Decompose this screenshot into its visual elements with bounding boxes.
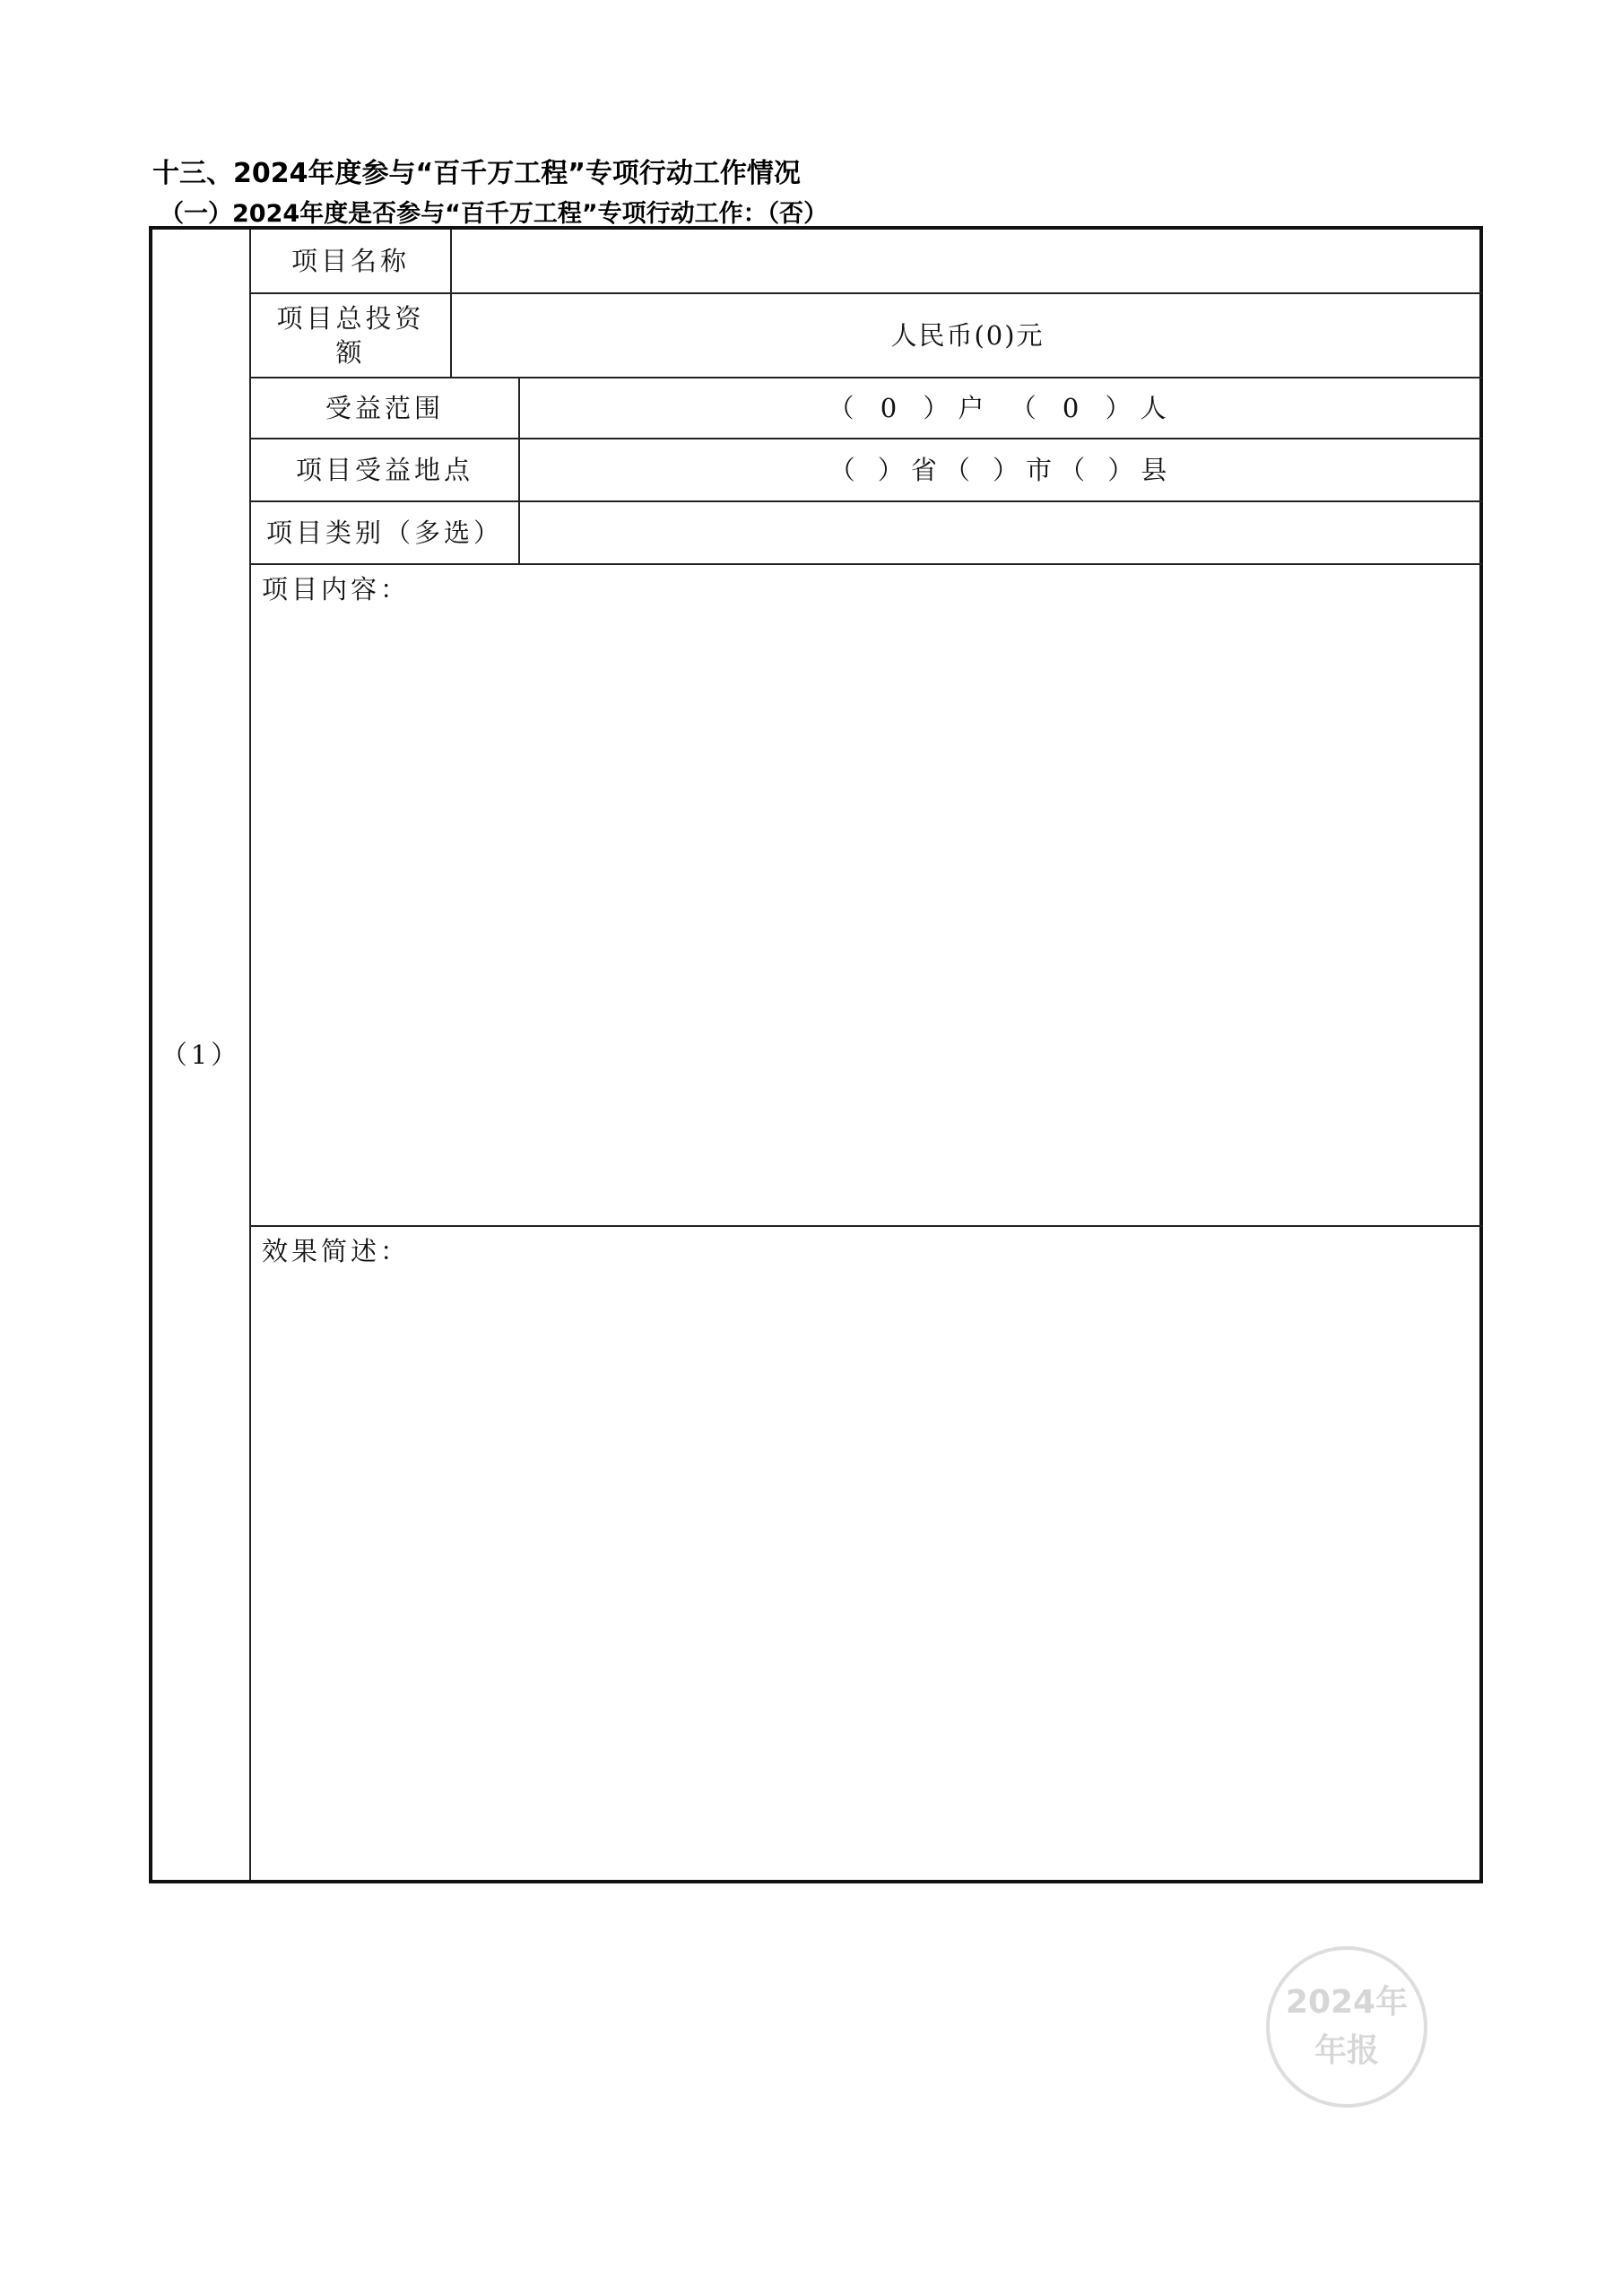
project-name-label: 项目名称: [291, 246, 410, 276]
row-index: （1）: [160, 1039, 241, 1070]
total-investment-value[interactable]: 人民币(0)元: [890, 320, 1045, 351]
effect-summary-label: 效果简述：: [262, 1236, 411, 1266]
project-content-area[interactable]: [262, 572, 1472, 1218]
project-table: [149, 226, 1483, 1883]
stamp-label: 年报: [1314, 2032, 1379, 2069]
total-investment-label-line2: 额: [335, 337, 366, 368]
beneficiary-scope-value[interactable]: （ 0 ）户 （ 0 ）人: [828, 393, 1175, 423]
project-category-value[interactable]: [520, 502, 1483, 563]
beneficiary-location-label: 项目受益地点: [295, 455, 473, 485]
project-content-label: 项目内容：: [262, 574, 411, 604]
effect-summary-area[interactable]: [262, 1234, 1472, 1871]
subsection-title: （一）2024年度是否参与“百千万工程”专项行动工作：（否）: [160, 200, 828, 228]
project-name-value[interactable]: [452, 230, 1483, 292]
stamp-year: 2024年: [1285, 1984, 1409, 2021]
row-divider: [249, 563, 1483, 565]
beneficiary-location-value[interactable]: （ ）省（ ）市（ ）县: [828, 455, 1175, 485]
total-investment-label: [251, 294, 450, 377]
section-title: 十三、2024年度参与“百千万工程”专项行动工作情况: [152, 158, 801, 189]
beneficiary-scope-label: 受益范围: [325, 393, 444, 423]
row-divider: [249, 1225, 1483, 1227]
annual-report-stamp: [1266, 1946, 1427, 2108]
total-investment-label-line1: 项目总投资: [276, 303, 425, 334]
project-category-label: 项目类别（多选）: [265, 517, 503, 548]
